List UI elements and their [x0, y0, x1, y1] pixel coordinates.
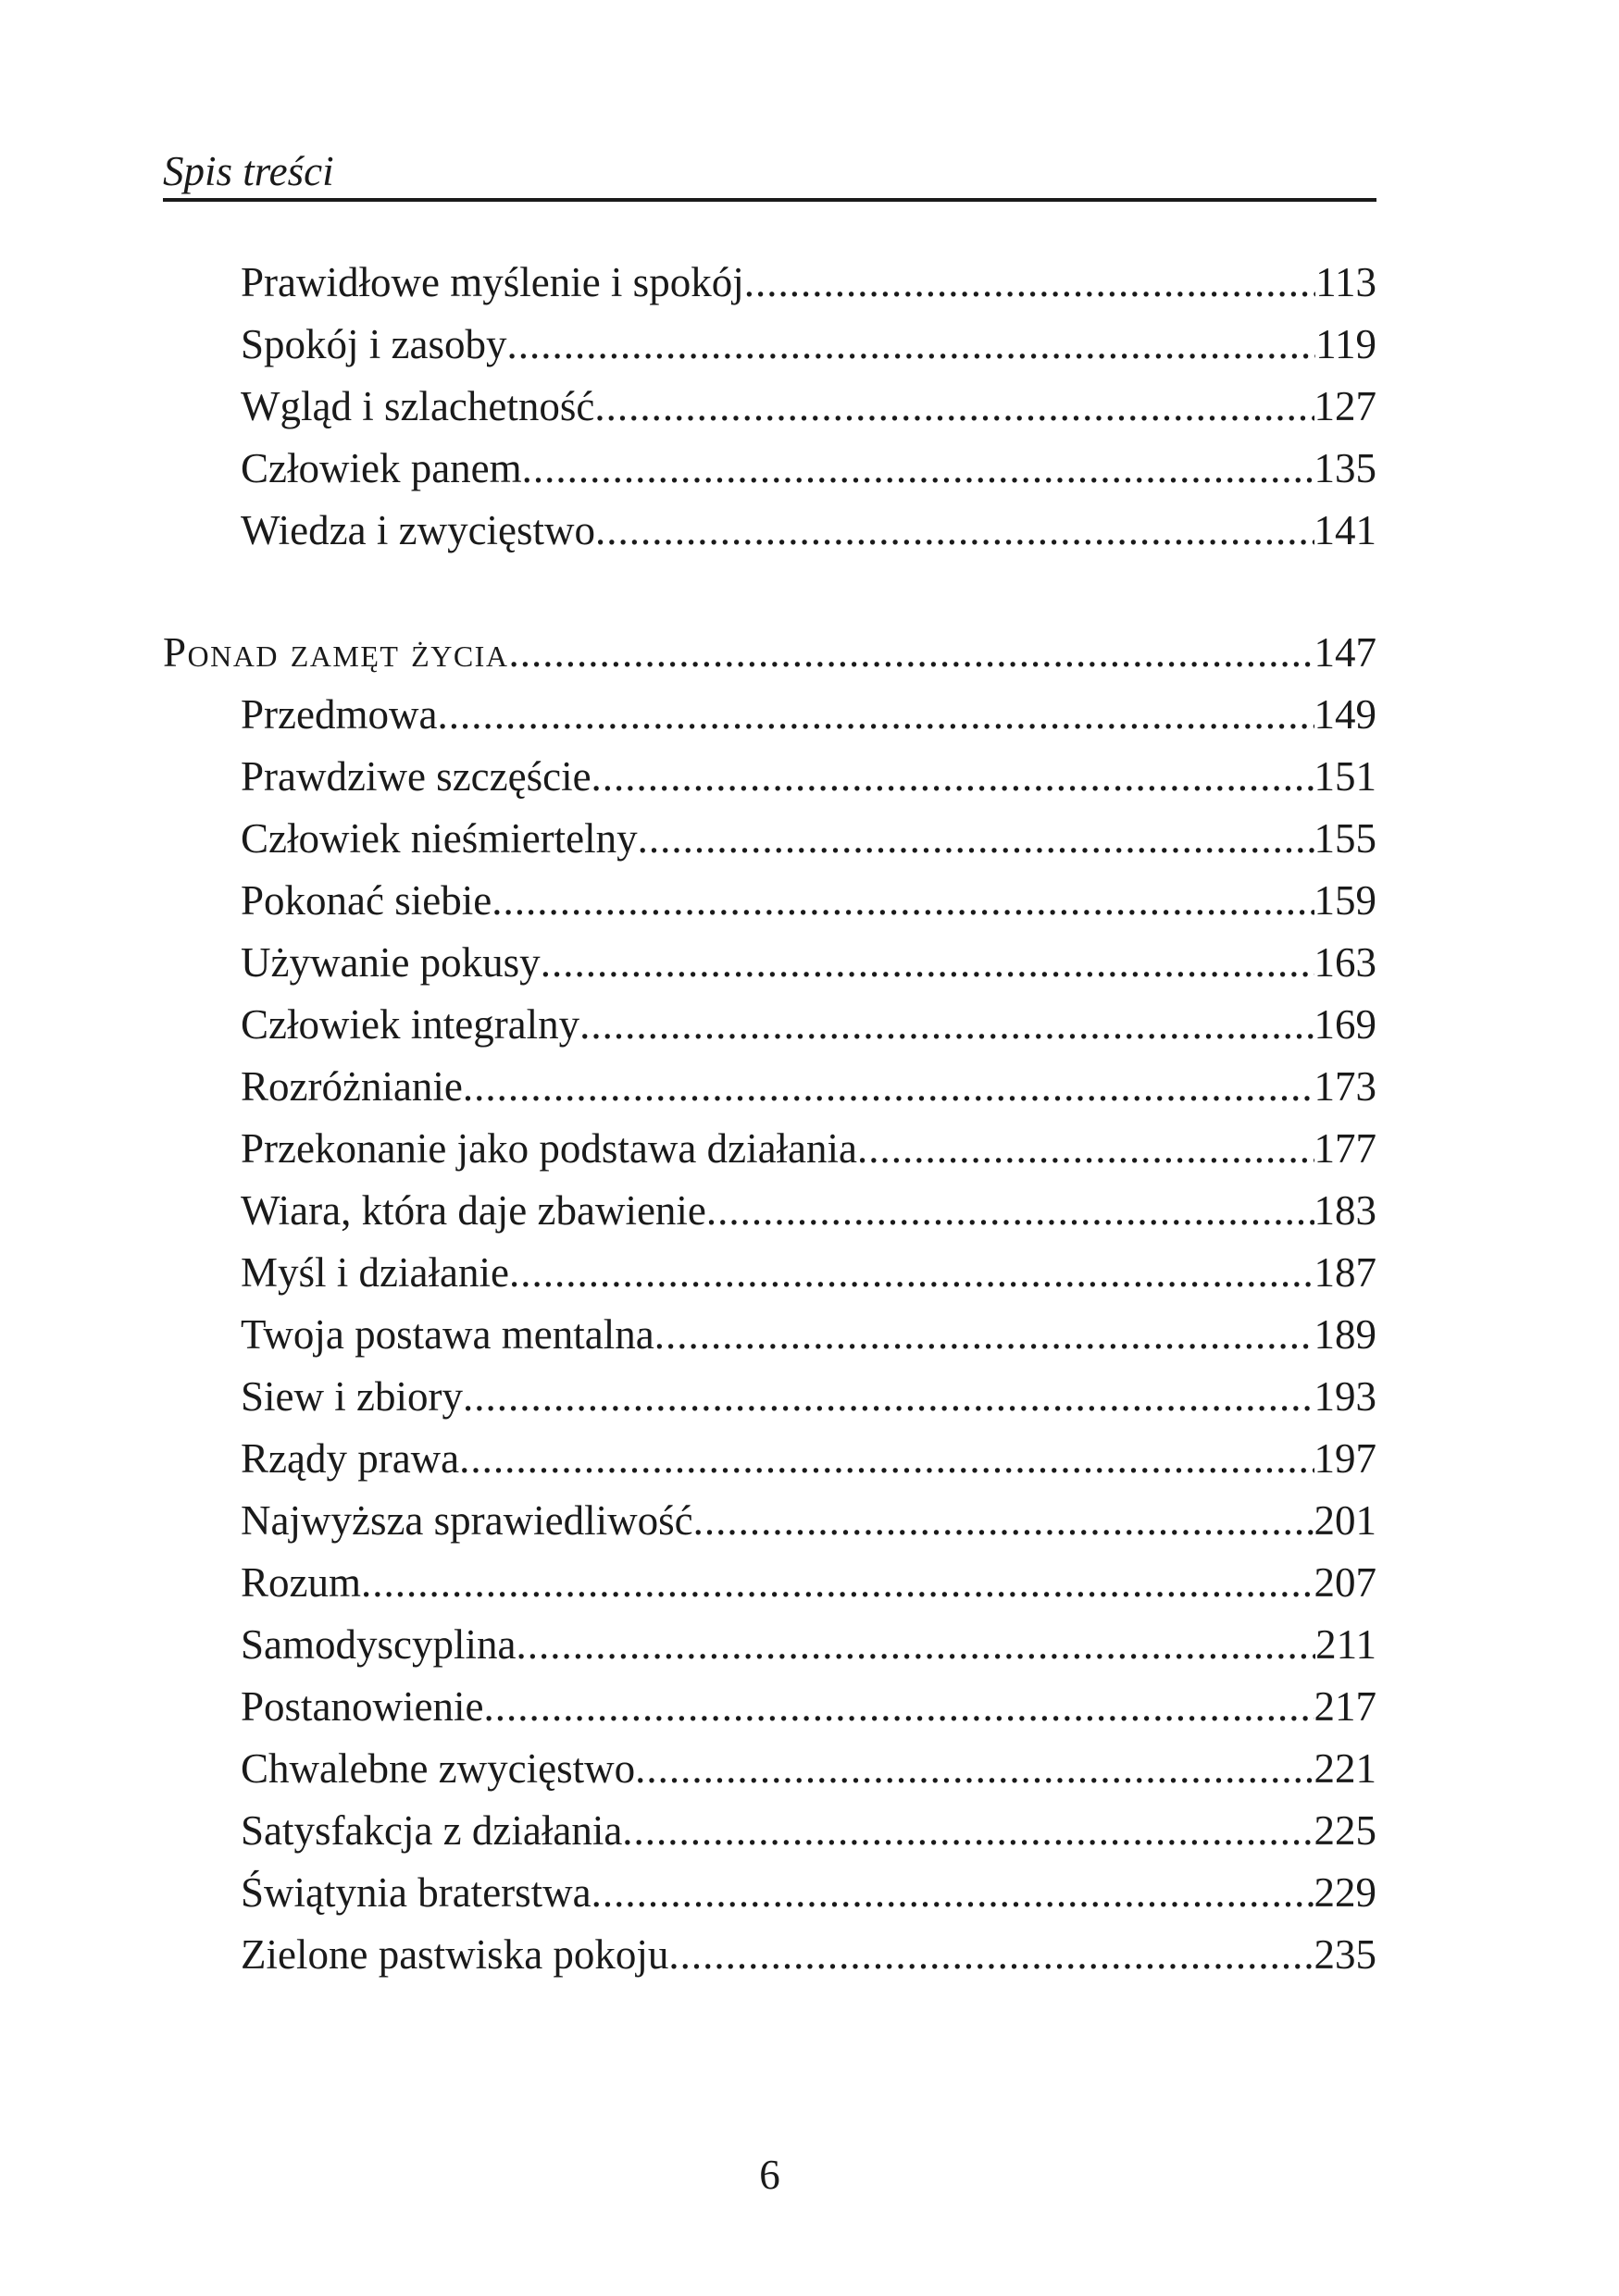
toc-entry-page: 155 — [1314, 815, 1376, 862]
toc-entry — [163, 1800, 1376, 1862]
toc-entry-page: 235 — [1314, 1931, 1376, 1978]
toc-entry-title: Najwyższa sprawiedliwość — [241, 1497, 693, 1544]
toc-group-chapters-part-1 — [163, 252, 1376, 562]
toc-entry-page: 201 — [1314, 1497, 1376, 1544]
toc-entry-page: 151 — [1314, 753, 1376, 800]
toc-group-part-2 — [163, 622, 1376, 1986]
toc-entry-page: 207 — [1314, 1559, 1376, 1606]
toc-entry-page: 149 — [1314, 691, 1376, 738]
toc-entry — [163, 870, 1376, 932]
toc-entry-page: 159 — [1314, 877, 1376, 924]
toc-entry-title: Pokonać siebie — [241, 877, 492, 924]
dot-leader — [463, 1056, 1314, 1118]
toc-entry-page: 113 — [1315, 259, 1376, 305]
dot-leader — [706, 1180, 1314, 1242]
dot-leader — [463, 1366, 1314, 1428]
toc-entry-title: Świątynia braterstwa — [241, 1869, 592, 1916]
page-number: 6 — [759, 2152, 780, 2198]
dot-leader — [508, 622, 1314, 684]
toc-entry-title: Wiedza i zwycięstwo — [241, 507, 596, 553]
toc-entry — [163, 1862, 1376, 1924]
table-of-contents — [163, 252, 1376, 1986]
toc-entry-page: 211 — [1315, 1621, 1376, 1668]
toc-entry-page: 163 — [1314, 939, 1376, 986]
toc-entry — [163, 684, 1376, 746]
toc-entry-title: Prawidłowe myślenie i spokój — [241, 259, 744, 305]
toc-entry-title: Rządy prawa — [241, 1435, 460, 1482]
toc-entry — [163, 252, 1376, 314]
dot-leader — [594, 376, 1314, 438]
toc-entry — [163, 1490, 1376, 1552]
toc-entry-title: Siew i zbiory — [241, 1373, 463, 1420]
toc-entry-page: 197 — [1314, 1435, 1376, 1482]
toc-entry-page: 135 — [1314, 445, 1376, 491]
dot-leader — [492, 870, 1314, 932]
toc-entry-title: Człowiek integralny — [241, 1001, 580, 1048]
dot-leader — [592, 746, 1314, 808]
toc-entry-page: 217 — [1314, 1683, 1376, 1730]
toc-entry-title: Przekonanie jako podstawa działania — [241, 1125, 857, 1172]
dot-leader — [516, 1614, 1315, 1676]
toc-entry-page: 229 — [1314, 1869, 1376, 1916]
toc-entry-title: Twoja postawa mentalna — [241, 1311, 654, 1358]
toc-entry — [163, 1428, 1376, 1490]
toc-entry — [163, 376, 1376, 438]
toc-entry-title: Spokój i zasoby — [241, 321, 507, 367]
toc-entry — [163, 1180, 1376, 1242]
toc-entry — [163, 1738, 1376, 1800]
toc-entry-title: Człowiek nieśmiertelny — [241, 815, 638, 862]
running-header-title: Spis treści — [163, 148, 334, 194]
toc-entry-title: Prawdziwe szczęście — [241, 753, 592, 800]
toc-entry-page: 119 — [1315, 321, 1376, 367]
toc-entry — [163, 1552, 1376, 1614]
toc-entry-title: Używanie pokusy — [241, 939, 541, 986]
dot-leader — [509, 1242, 1314, 1304]
toc-entry-title: Satysfakcja z działania — [241, 1807, 623, 1854]
toc-entry — [163, 314, 1376, 376]
toc-entry — [163, 1366, 1376, 1428]
toc-entry-page: 141 — [1314, 507, 1376, 553]
dot-leader — [595, 500, 1314, 562]
dot-leader — [483, 1676, 1314, 1738]
dot-leader — [744, 252, 1315, 314]
toc-entry — [163, 438, 1376, 500]
dot-leader — [541, 932, 1314, 994]
dot-leader — [693, 1490, 1314, 1552]
dot-leader — [635, 1738, 1314, 1800]
toc-entry-page: 127 — [1314, 383, 1376, 429]
toc-entry-page: 225 — [1314, 1807, 1376, 1854]
dot-leader — [654, 1304, 1314, 1366]
toc-section-page: 147 — [1314, 629, 1376, 676]
toc-entry — [163, 1242, 1376, 1304]
dot-leader — [459, 1428, 1314, 1490]
toc-entry-page: 177 — [1314, 1125, 1376, 1172]
toc-entry-page: 187 — [1314, 1249, 1376, 1296]
toc-entry-title: Człowiek panem — [241, 445, 522, 491]
dot-leader — [579, 994, 1314, 1056]
toc-entry — [163, 1614, 1376, 1676]
toc-entry-title: Myśl i działanie — [241, 1249, 509, 1296]
dot-leader — [361, 1552, 1314, 1614]
toc-entry-page: 221 — [1314, 1745, 1376, 1792]
dot-leader — [857, 1118, 1314, 1180]
toc-entry — [163, 746, 1376, 808]
toc-entry-page: 193 — [1314, 1373, 1376, 1420]
dot-leader — [522, 438, 1314, 500]
toc-entry-title: Samodyscyplina — [241, 1621, 517, 1668]
toc-entry-title: Rozum — [241, 1559, 361, 1606]
toc-entry-page: 189 — [1314, 1311, 1376, 1358]
toc-entry-title: Wiara, która daje zbawienie — [241, 1187, 706, 1234]
toc-entry — [163, 932, 1376, 994]
toc-entry-page: 173 — [1314, 1063, 1376, 1110]
toc-entry — [163, 1924, 1376, 1986]
toc-entry — [163, 808, 1376, 870]
toc-entry-page: 169 — [1314, 1001, 1376, 1048]
toc-entry-title: Chwalebne zwycięstwo — [241, 1745, 636, 1792]
dot-leader — [622, 1800, 1314, 1862]
dot-leader — [437, 684, 1314, 746]
toc-entry — [163, 500, 1376, 562]
toc-entry — [163, 1676, 1376, 1738]
dot-leader — [592, 1862, 1314, 1924]
toc-entry-title: Przedmowa — [241, 691, 438, 738]
dot-leader — [638, 808, 1314, 870]
dot-leader — [507, 314, 1316, 376]
dot-leader — [668, 1924, 1314, 1986]
toc-entry-title: Zielone pastwiska pokoju — [241, 1931, 669, 1978]
toc-entry-title: Wgląd i szlachetność — [241, 383, 595, 429]
toc-entry-title: Rozróżnianie — [241, 1063, 463, 1110]
running-header — [163, 146, 1376, 202]
toc-entry — [163, 1304, 1376, 1366]
toc-entry-page: 183 — [1314, 1187, 1376, 1234]
toc-section-title: Ponad zamęt życia — [163, 629, 509, 676]
toc-entry — [163, 1056, 1376, 1118]
toc-entry — [163, 1118, 1376, 1180]
toc-entry-title: Postanowienie — [241, 1683, 484, 1730]
toc-entry — [163, 994, 1376, 1056]
toc-section-heading — [163, 622, 1376, 684]
